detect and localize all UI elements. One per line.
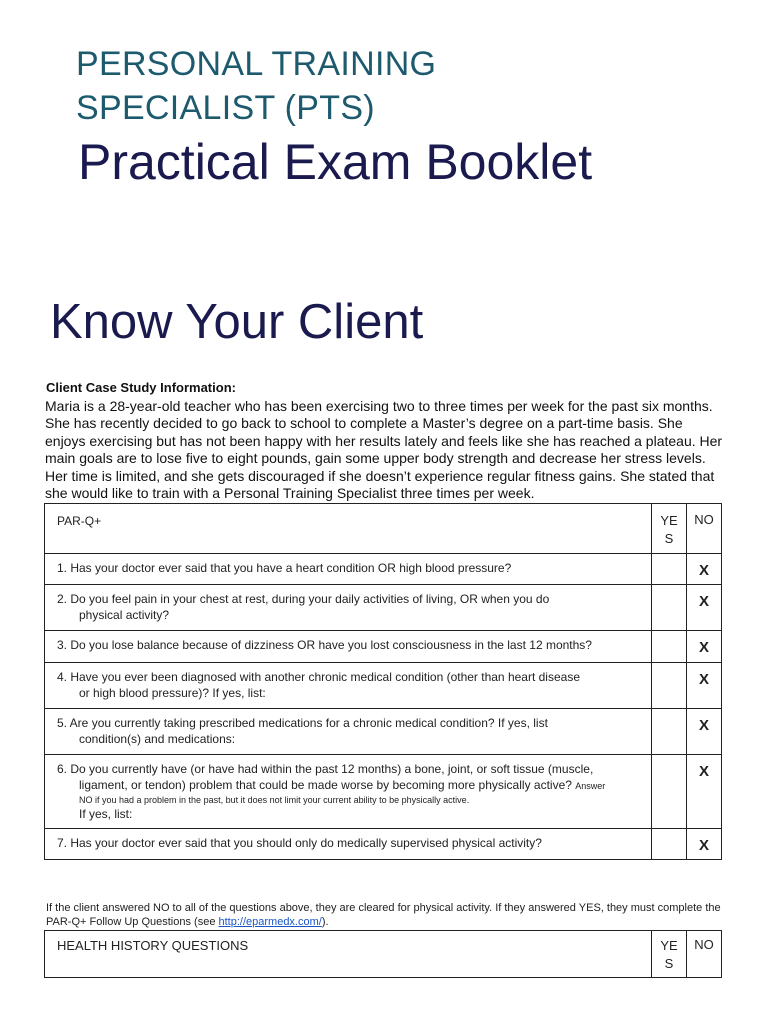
parq-no-mark-5[interactable]: X [687,709,722,755]
parq-no-mark-4[interactable]: X [687,663,722,709]
parq-question-2-line-2: physical activity? [79,608,170,622]
parq-question-6-note-1: Answer [575,781,606,791]
parq-question-4-line-2: or high blood pressure)? If yes, list: [79,686,266,700]
parq-yes-cell-5[interactable] [652,709,687,755]
parq-question-6 [45,755,652,829]
page-title: Practical Exam Booklet [78,134,593,190]
clearance-note-text: If the client answered NO to all of the questions above, they are cleared for physical activity. If they answered YES, they must complete the PAR-Q+ Follow Up Questions (see [46,902,721,928]
clearance-note-end: ). [321,915,329,928]
parq-row-2 [45,585,722,631]
parq-question-6-line-1: 6. Do you currently have (or have had within the past 12 months) a bone, joint, or soft tissue (muscle, [57,762,594,776]
parq-yes-cell-2[interactable] [652,585,687,631]
parq-question-2 [45,585,652,631]
parq-table [44,503,722,860]
parq-question-6-line-2-text: ligament, or tendon) problem that could be made worse by becoming more physically active? [79,778,572,792]
parq-row-6 [45,755,722,829]
parq-header: PAR-Q+ [45,504,652,554]
parq-question-2-line-1: 2. Do you feel pain in your chest at rest, during your daily activities of living, OR when you do [57,592,550,606]
parq-row-4 [45,663,722,709]
parq-row-7 [45,829,722,860]
case-study-text: Maria is a 28-year-old teacher who has been exercising two to three times per week for the past six months. She has recently decided to go back to school to complete a Master’s degree on a part-time basis. She enjoys exercising but has not been happy with her results lately and feels like she has reached a plateau. Her main goals are to lose five to eight pounds, gain some upper body strength and decrease her stress levels. Her time is limited, and she gets discouraged if she doesn’t experience regular fitness gains. She stated that she would like to train with a Personal Training Specialist three times per week. [45,398,723,502]
parq-question-6-line-2 [57,777,641,794]
parq-question-3: 3. Do you lose balance because of dizziness OR have you lost consciousness in the last 12 months? [45,631,652,663]
yes-column-header [652,504,687,554]
parq-no-mark-3[interactable]: X [687,631,722,663]
health-history-header: HEALTH HISTORY QUESTIONS [45,931,652,978]
no-column-header: NO [687,504,722,554]
parq-row-1 [45,554,722,585]
health-history-header-row [45,931,722,978]
parq-no-mark-7[interactable]: X [687,829,722,860]
parq-yes-cell-7[interactable] [652,829,687,860]
clearance-note [46,902,736,929]
parq-question-4-line-1: 4. Have you ever been diagnosed with another chronic medical condition (other than heart disease [57,670,580,684]
parq-question-7: 7. Has your doctor ever said that you should only do medically supervised physical activity? [45,829,652,860]
parq-yes-cell-1[interactable] [652,554,687,585]
parq-question-1: 1. Has your doctor ever said that you have a heart condition OR high blood pressure? [45,554,652,585]
yes-label-part-2: S [664,531,674,546]
parq-row-3 [45,631,722,663]
parq-no-mark-6[interactable]: X [687,755,722,829]
parq-yes-cell-3[interactable] [652,631,687,663]
parq-question-5 [45,709,652,755]
header-subtitle: PERSONAL TRAINING SPECIALIST (PTS) [76,45,437,127]
parq-yes-cell-6[interactable] [652,755,687,829]
health-history-yes-header [652,931,687,978]
parq-yes-cell-4[interactable] [652,663,687,709]
section-title: Know Your Client [50,295,424,349]
parq-question-6-line-3: If yes, list: [79,807,133,821]
parq-no-mark-2[interactable]: X [687,585,722,631]
parq-header-row [45,504,722,554]
health-history-no-header: NO [687,931,722,978]
health-history-table [44,930,722,978]
case-study-label: Client Case Study Information: [46,380,236,395]
parq-question-4 [45,663,652,709]
yes-label-part-1: YE [660,513,678,528]
parq-question-5-line-1: 5. Are you currently taking prescribed medications for a chronic medical condition? If yes, list [57,716,548,730]
parq-row-5 [45,709,722,755]
eparmedx-link[interactable]: http://eparmedx.com/ [218,915,322,928]
parq-question-6-note-2: NO if you had a problem in the past, but it does not limit your current ability to be physically active. [79,795,470,805]
hh-yes-label-part-1: YE [660,938,678,953]
parq-question-5-line-2: condition(s) and medications: [79,732,236,746]
parq-no-mark-1[interactable]: X [687,554,722,585]
hh-yes-label-part-2: S [664,956,674,971]
